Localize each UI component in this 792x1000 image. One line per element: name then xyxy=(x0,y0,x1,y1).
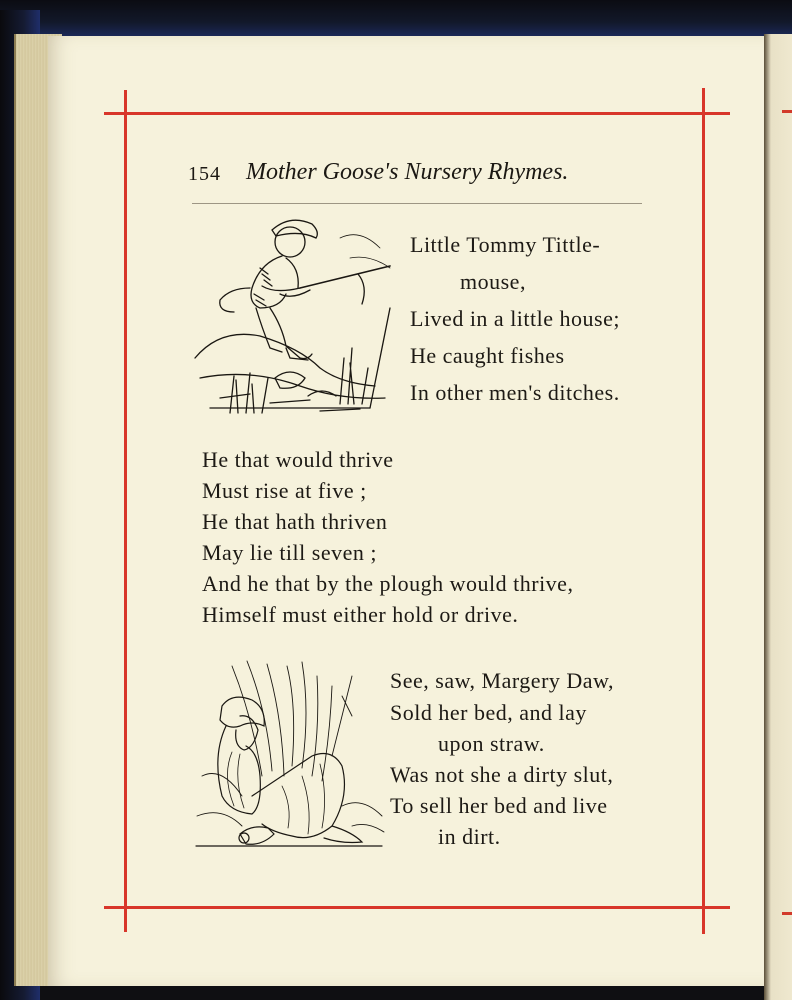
verse-line: He caught fishes xyxy=(410,343,565,368)
book-cover-top xyxy=(0,0,792,40)
rhyme-he-that-would-thrive xyxy=(202,447,662,637)
verse-line: He that would thrive xyxy=(202,447,394,472)
verse-line: Lived in a little house; xyxy=(410,306,620,331)
verse-line: To sell her bed and live xyxy=(390,793,608,818)
page-number: 154 xyxy=(188,163,221,185)
verse-line: upon straw. xyxy=(438,731,545,756)
running-header xyxy=(188,157,648,197)
header-rule xyxy=(192,203,642,204)
border-top xyxy=(104,112,730,115)
verse-line: mouse, xyxy=(460,269,526,294)
verse-line: In other men's ditches. xyxy=(410,380,620,405)
rhyme-tommy-tittlemouse xyxy=(410,232,660,412)
border-right xyxy=(702,88,705,934)
verse-line: See, saw, Margery Daw, xyxy=(390,668,615,693)
border-left xyxy=(124,90,127,932)
verse-line: May lie till seven ; xyxy=(202,540,377,565)
verse-line: And he that by the plough would thrive, xyxy=(202,571,574,596)
verse-line: in dirt. xyxy=(438,824,501,849)
facing-page-border-mark xyxy=(782,110,792,113)
verse-line: Sold her bed, and lay xyxy=(390,700,587,725)
running-title: Mother Goose's Nursery Rhymes. xyxy=(246,159,569,185)
verse-line: Little Tommy Tittle- xyxy=(410,232,601,257)
rhyme-margery-daw xyxy=(390,668,652,858)
verse-line: Himself must either hold or drive. xyxy=(202,602,519,627)
verse-line: He that hath thriven xyxy=(202,509,388,534)
facing-page-edge xyxy=(764,34,792,1000)
border-bottom xyxy=(104,906,730,909)
facing-page-border-mark xyxy=(782,912,792,915)
verse-line: Was not she a dirty slut, xyxy=(390,762,614,787)
verse-line: Must rise at five ; xyxy=(202,478,367,503)
margery-daw-illustration xyxy=(192,656,388,852)
boy-fishing-illustration xyxy=(190,208,400,416)
